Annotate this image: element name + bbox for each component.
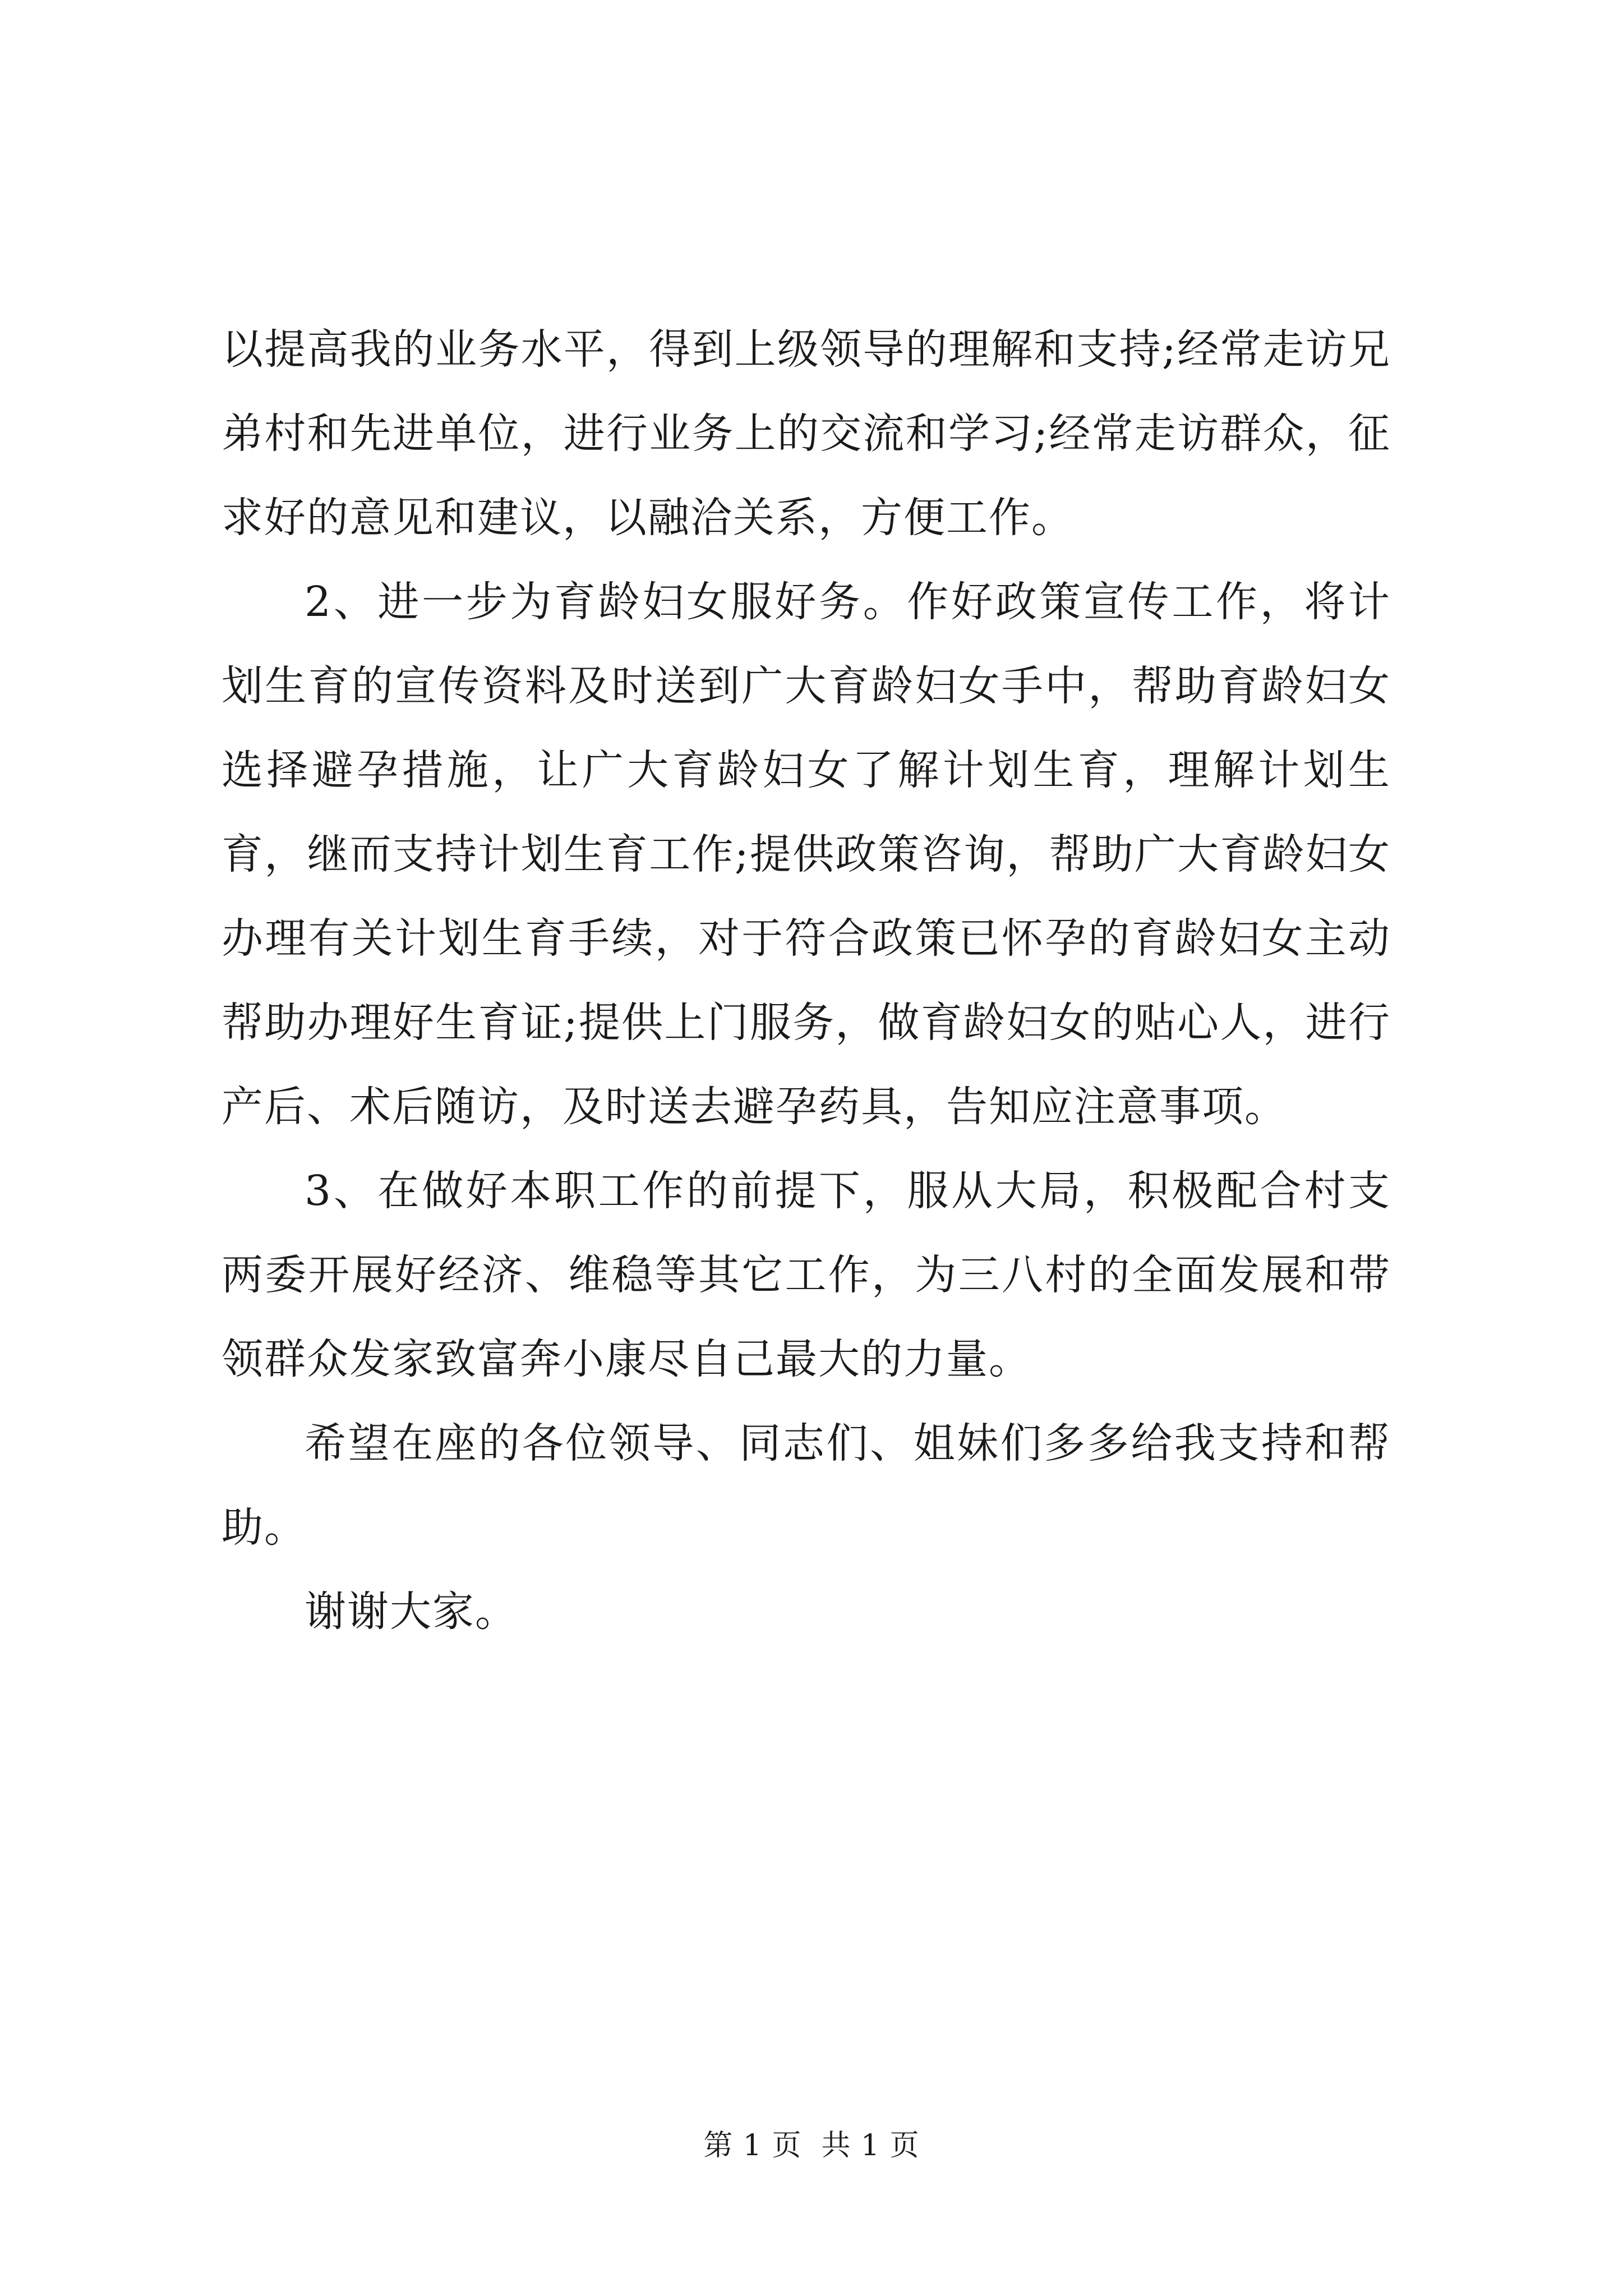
paragraph-continuation: 以提高我的业务水平，得到上级领导的理解和支持;经常走访兄弟村和先进单位，进行业务上的交流和学习;经常走访群众，征求好的意见和建议，以融洽关系，方便工作。	[222, 325, 1391, 542]
page-footer	[0, 2126, 1623, 2165]
page-number-label: 第 1 页 共 1 页	[703, 2129, 920, 2162]
paragraph-item-3: 3、在做好本职工作的前提下，服从大局，积极配合村支两委开展好经济、维稳等其它工作，为三八村的全面发展和带领群众发家致富奔小康尽自己最大的力量。	[222, 1167, 1391, 1383]
document-body	[222, 307, 1391, 1654]
paragraph-closing-request: 希望在座的各位领导、同志们、姐妹们多多给我支持和帮助。	[222, 1419, 1391, 1552]
paragraph-thanks: 谢谢大家。	[305, 1588, 518, 1636]
paragraph-item-2: 2、进一步为育龄妇女服好务。作好政策宣传工作，将计划生育的宣传资料及时送到广大育龄妇女手中，帮助育龄妇女选择避孕措施，让广大育龄妇女了解计划生育，理解计划生育，继而支持计划生育工作;提供政策咨询，帮助广大育龄妇女办理有关计划生育手续，对于符合政策已怀孕的育龄妇女主动帮助办理好生育证;提供上门服务，做育龄妇女的贴心人，进行产后、术后随访，及时送去避孕药具，告知应注意事项。	[222, 578, 1391, 1131]
